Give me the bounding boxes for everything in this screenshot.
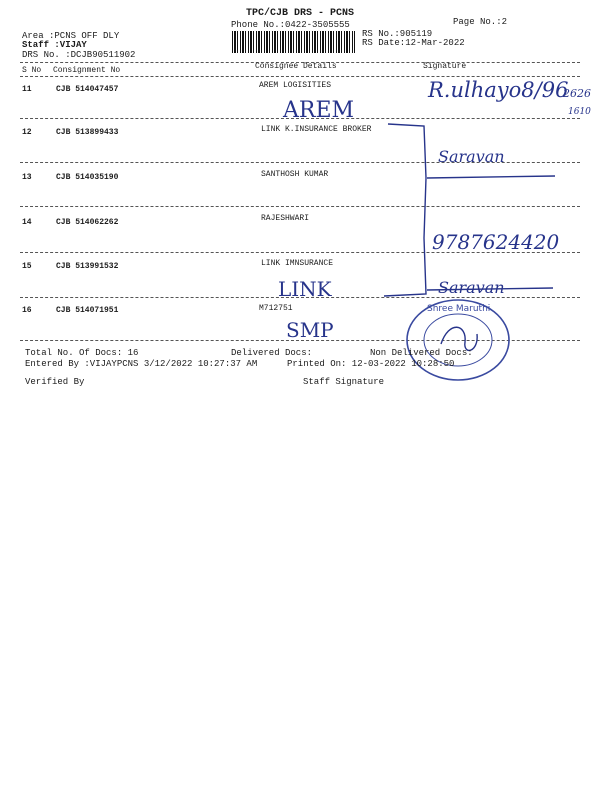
signature-strokes: [425, 160, 565, 300]
column-sno: S No: [22, 66, 42, 75]
row-consignment: CJB 514062262: [56, 218, 119, 227]
non-delivered-docs: Non Delivered Docs:: [370, 348, 473, 358]
stamp-text: Shree Maruthi: [427, 304, 491, 314]
drs-number: DRS No. :DCJB90511902: [22, 50, 136, 60]
total-docs: Total No. Of Docs: 16: [25, 348, 139, 358]
handwritten-smp: SMP: [286, 318, 334, 342]
signature-row13: Saravan: [438, 147, 505, 166]
row-consignment: CJB 514047457: [56, 85, 119, 94]
column-consignee: Consignee Details: [255, 62, 337, 71]
signature-row11: R.ulhayo8/96: [428, 78, 569, 102]
row-sno: 11: [22, 85, 32, 94]
delivered-docs: Delivered Docs:: [231, 348, 313, 358]
company-stamp: [405, 298, 511, 382]
row-sno: 13: [22, 173, 32, 182]
verified-by: Verified By: [25, 377, 85, 387]
rs-date: RS Date:12-Mar-2022: [362, 38, 465, 48]
signature-row11-note: 1610: [568, 107, 591, 117]
row-consignee: LINK K.INSURANCE BROKER: [261, 125, 372, 134]
staff-signature: Staff Signature: [303, 377, 385, 387]
row-sno: 14: [22, 218, 32, 227]
row-sno: 16: [22, 306, 32, 315]
phone-number: Phone No.:0422-3505555: [231, 20, 350, 30]
header-rule-bottom: [20, 76, 580, 77]
entered-by: Entered By :VIJAYPCNS 3/12/2022 10:27:37 AM: [25, 359, 258, 369]
signature-row15: Saravan: [438, 278, 505, 297]
staff-field: Staff :VIJAY: [22, 40, 87, 50]
row-sno: 12: [22, 128, 32, 137]
document-title: TPC/CJB DRS - PCNS: [246, 8, 355, 19]
printed-on: Printed On: 12-03-2022 10:28:50: [287, 359, 455, 369]
row-consignee: M712751: [259, 304, 293, 313]
row-consignment: CJB 513899433: [56, 128, 119, 137]
row-consignee: AREM LOGISITIES: [259, 81, 332, 90]
row-consignee: RAJESHWARI: [261, 214, 310, 223]
row-consignment: CJB 514035190: [56, 173, 119, 182]
signature-row14: 9787624420: [432, 230, 560, 254]
row-consignee: LINK IMNSURANCE: [261, 259, 334, 268]
row-consignment: CJB 514071951: [56, 306, 119, 315]
area-field: Area :PCNS OFF DLY: [22, 31, 120, 41]
barcode: [232, 31, 355, 53]
column-signature: Signature: [423, 62, 467, 71]
handwritten-arem: AREM: [283, 98, 355, 123]
row-sno: 15: [22, 262, 32, 271]
column-consignment: Consignment No: [53, 66, 121, 75]
row-consignment: CJB 513991532: [56, 262, 119, 271]
rs-number: RS No.:905119: [362, 29, 433, 39]
handwritten-link: LINK: [278, 277, 332, 301]
row-consignee: SANTHOSH KUMAR: [261, 170, 329, 179]
signature-row11-note: 2626: [563, 87, 591, 100]
page-number: Page No.:2: [453, 17, 508, 27]
